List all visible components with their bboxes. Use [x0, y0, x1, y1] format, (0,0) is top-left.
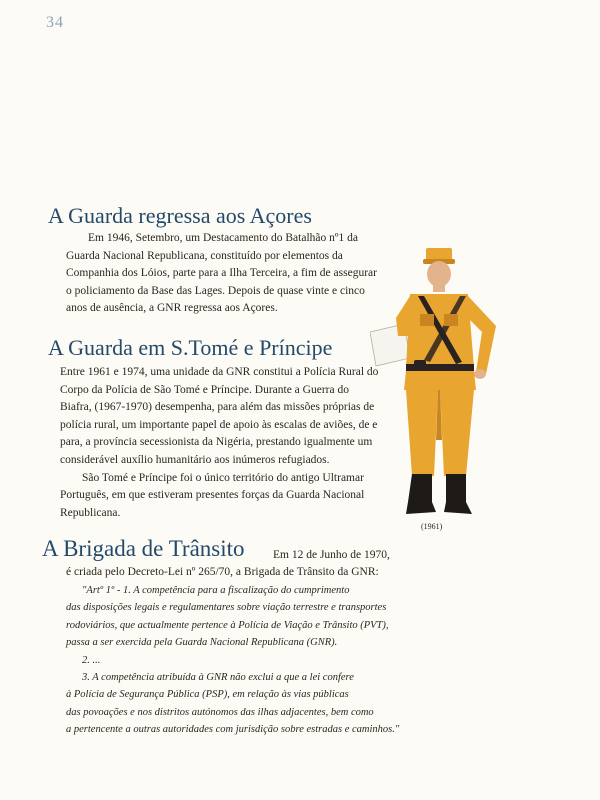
- quote-line: das disposições legais e regulamentares sobre viação terrestre e transportes: [66, 602, 387, 614]
- text-line: São Tomé e Príncipe foi o único território do antigo Ultramar: [82, 471, 364, 484]
- text-line: para, a província secessionista da Nigéria, prestando igualmente um: [60, 436, 373, 449]
- text-line: Corpo da Polícia de São Tomé e Príncipe. Durante a Guerra do: [60, 383, 349, 396]
- page-number: 34: [46, 14, 64, 31]
- uniformed-guard-illustration-icon: [370, 240, 505, 530]
- section-body-sao-tome: [60, 364, 390, 522]
- quote-line: das povoações e nos distritos autónomos das ilhas adjacentes, bem como: [66, 706, 374, 718]
- decree-quote: [66, 582, 399, 739]
- figure-caption: (1961): [421, 522, 443, 531]
- section-heading-sao-tome: A Guarda em S.Tomé e Príncipe: [48, 335, 333, 360]
- section-body-azores: [66, 230, 384, 318]
- text-line: Em 1946, Setembro, um Destacamento do Batalhão nº1 da: [88, 232, 358, 244]
- brigada-intro-first: Em 12 de Junho de 1970,: [273, 549, 390, 561]
- text-line: polícia rural, um importante papel de apoio às escalas de aviões, de e: [60, 418, 378, 431]
- text-line: Entre 1961 e 1974, uma unidade da GNR constitui a Polícia Rural do: [60, 366, 379, 378]
- brigada-intro-second: é criada pelo Decreto-Lei nº 265/70, a Brigada de Trânsito da GNR:: [66, 566, 379, 578]
- section-heading-azores: A Guarda regressa aos Açores: [48, 203, 312, 228]
- quote-line: a pertencente a outras autoridades com jurisdição sobre estradas e caminhos.": [66, 724, 400, 736]
- quote-line: à Polícia de Segurança Pública (PSP), em relação às vias públicas: [66, 689, 349, 701]
- quote-line: passa a ser exercida pela Guarda Nacional Republicana (GNR).: [66, 637, 338, 649]
- quote-line: 3. A competência atribuída à GNR não exclui a que a lei confere: [82, 672, 354, 684]
- section-heading-brigada: A Brigada de Trânsito: [42, 536, 245, 561]
- text-line: Guarda Nacional Republicana, constituído por elementos da: [66, 249, 343, 262]
- text-line: Republicana.: [60, 506, 121, 519]
- text-line: considerável auxílio humanitário aos inúmeros refugiados.: [60, 453, 330, 466]
- quote-line: rodoviários, que actualmente pertence à Polícia de Viação e Trânsito (PVT),: [66, 619, 389, 631]
- text-line: anos de ausência, a GNR regressa aos Açores.: [66, 302, 278, 315]
- quote-line: 2. ...: [82, 654, 101, 666]
- text-line: Companhia dos Lóios, parte para a Ilha Terceira, a fim de assegurar: [66, 267, 377, 280]
- text-line: Português, em que estiveram presentes forças da Guarda Nacional: [60, 489, 365, 502]
- quote-line: "Artº 1º - 1. A competência para a fiscalização do cumprimento: [82, 585, 350, 596]
- text-line: o policiamento da Base das Lages. Depois de quase vinte e cinco: [66, 284, 365, 297]
- text-line: Biafra, (1967-1970) desempenha, para além das missões próprias de: [60, 401, 375, 414]
